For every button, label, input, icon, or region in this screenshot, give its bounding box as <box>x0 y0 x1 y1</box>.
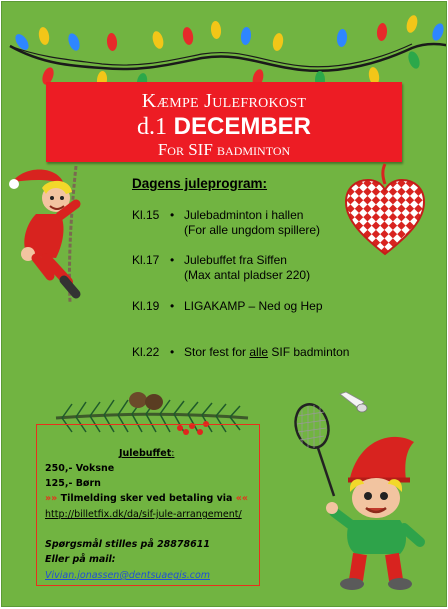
buffet-title <box>119 448 174 459</box>
program-item-time: Kl.15 <box>132 208 160 222</box>
arrow-right-icon: »» <box>45 493 58 504</box>
bullet-icon: • <box>170 299 175 313</box>
bulb-icon <box>272 32 285 51</box>
banner-date-month: DECEMBER <box>166 113 311 140</box>
program-item-note: (Max antal pladser 220) <box>184 268 311 282</box>
banner-date <box>46 114 402 140</box>
buffet-info-box <box>36 424 260 586</box>
program-item-time: Kl.19 <box>132 299 160 313</box>
bulb-icon <box>151 30 165 50</box>
price-adults: 250,- Voksne <box>45 463 115 474</box>
christmas-lights-garland <box>2 2 447 92</box>
program-title: Dagens juleprogram: <box>132 176 268 191</box>
banner-date-prefix: d.1 <box>136 114 167 140</box>
banner-subtitle: For SIF badminton <box>157 140 291 159</box>
signup-link[interactable]: http://billetfix.dk/da/sif-jule-arrangement/ <box>45 509 242 520</box>
signup-line <box>45 493 248 504</box>
bullet-icon: • <box>170 345 175 359</box>
bulb-icon <box>336 29 348 48</box>
bulb-icon <box>430 22 446 42</box>
bullet-icon: • <box>170 208 175 222</box>
program-item <box>132 208 320 238</box>
program-item-text: Stor fest for <box>184 345 250 359</box>
bulb-icon <box>66 32 82 52</box>
arrow-left-icon: «« <box>235 493 249 504</box>
banner-title: Kæmpe Julefrokost <box>141 90 307 112</box>
bulb-icon <box>376 23 388 42</box>
program-item-time: Kl.17 <box>132 253 160 267</box>
bulb-icon <box>38 26 51 45</box>
program-item-text: LIGAKAMP – Ned og Hep <box>184 299 323 313</box>
program-item-emphasis: alle <box>249 345 269 359</box>
buffet-title-colon: : <box>171 448 175 459</box>
program-item <box>132 345 349 360</box>
bulb-icon <box>240 27 252 46</box>
signup-text: Tilmelding sker ved betaling via <box>57 493 236 504</box>
program-item <box>132 253 310 283</box>
bulb-icon <box>405 14 419 34</box>
bullet-icon: • <box>170 253 175 267</box>
program-item-text-end: SIF badminton <box>268 345 350 359</box>
program-item-time: Kl.22 <box>132 345 160 359</box>
bulb-icon <box>106 33 118 52</box>
bulb-icon <box>406 50 422 70</box>
program-item-text: Julebuffet fra Siffen <box>184 253 287 267</box>
program-item <box>132 299 323 314</box>
title-banner <box>46 82 402 162</box>
bulb-icon <box>210 21 222 40</box>
climbing-elf-illustration <box>6 164 96 304</box>
contact-email-link[interactable]: Vivian.jonassen@dentsuaegis.com <box>45 570 211 581</box>
questions-mail-label: Eller på mail: <box>45 554 116 565</box>
woven-heart-icon <box>342 162 428 262</box>
questions-phone: Spørgsmål stilles på 28878611 <box>45 539 210 550</box>
buffet-title-text: Julebuffet <box>119 448 172 459</box>
elf-with-racket-illustration <box>320 432 430 592</box>
program-item-text: Julebadminton i hallen <box>184 208 304 222</box>
program-item-note: (For alle ungdom spillere) <box>184 223 321 237</box>
bulb-icon <box>182 26 195 45</box>
price-children: 125,- Børn <box>45 478 101 489</box>
poster <box>1 1 447 607</box>
shuttlecock-icon <box>336 390 370 422</box>
